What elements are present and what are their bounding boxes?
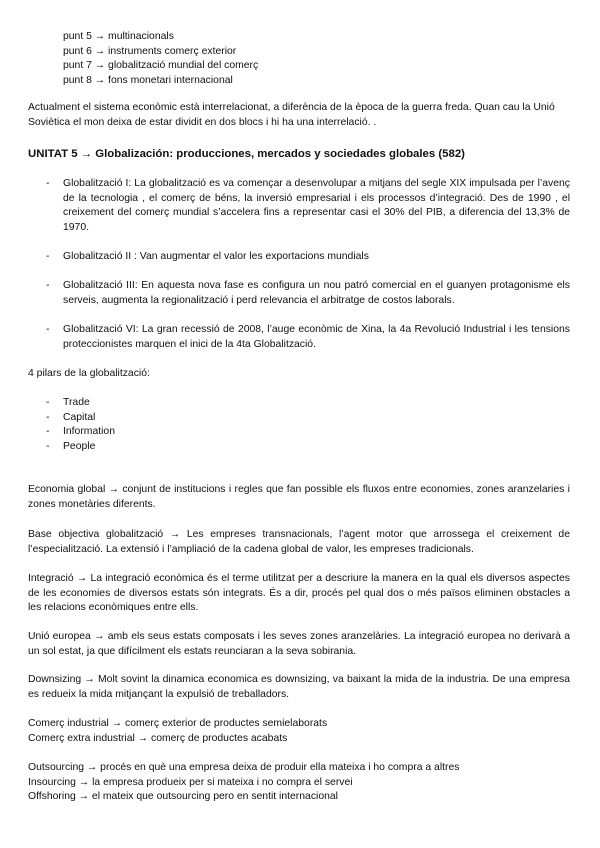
intro-point: punt 7 → globalització mundial del comerç xyxy=(63,60,259,71)
sourcing-line: Outsourcing → procés en què una empresa deixa de produir ella mateixa i ho compra a altres xyxy=(28,762,460,773)
bullet-dash: - xyxy=(46,178,50,189)
stage-text: Globalització II : Van augmentar el valor les exportacions mundials xyxy=(63,251,369,262)
bullet-dash: - xyxy=(46,324,50,335)
intro-point: punt 6 → instruments comerç exterior xyxy=(63,45,237,57)
globalization-stage-1 xyxy=(46,177,570,235)
intro-point: punt 5 → multinacionals xyxy=(63,31,174,42)
pillar-item xyxy=(46,411,115,426)
sourcing-line: Offshoring → el mateix que outsourcing pero en sentit internacional xyxy=(28,791,338,802)
pillar-item xyxy=(46,440,115,455)
commerce-line: Comerç industrial → comerç exterior de productes semielaborats xyxy=(28,718,328,729)
pillars-title: 4 pilars de la globalització: xyxy=(28,368,150,379)
pillar-label: People xyxy=(63,440,96,452)
stage-text: Globalització VI: La gran recessió de 2008, l’auge econòmic de Xina, la 4a Revolució Industrial i les tensions proteccionistes marquen el inici de la 4ta Globalització. xyxy=(63,324,570,350)
unit-heading: UNITAT 5 → Globalización: producciones, mercados y sociedades globales (582) xyxy=(28,148,465,160)
pillars-list xyxy=(46,396,115,454)
bullet-dash: - xyxy=(46,440,50,452)
pillar-item xyxy=(46,425,115,440)
sourcing-line: Insourcing → la empresa produeix per si mateixa i no compra el servei xyxy=(28,776,353,788)
pillar-label: Information xyxy=(63,426,115,437)
globalization-stage-3 xyxy=(46,279,570,308)
definition-economia-global: Economia global → conjunt de institucions i regles que fan possible els fluxos entre economies, zones aranzelaries i zones monetàries diferents. xyxy=(28,484,570,510)
globalization-stage-2 xyxy=(46,250,570,265)
definition-unio-europea: Unió europea → amb els seus estats composats i les seves zones aranzelàries. La integració europea no derivarà a un sol estat, ja que difícilment els estats reunciaran a la seva sobirania. xyxy=(28,631,570,657)
definition-base-objectiva: Base objectiva globalització → Les empreses transnacionals, l’agent motor que arrossega el creixement de l’especialització. La extensió i l’ampliació de la cadena global de valor, les empreses tradicionals. xyxy=(28,529,570,555)
bullet-dash: - xyxy=(46,426,50,437)
bullet-dash: - xyxy=(46,397,50,408)
intro-paragraph: Actualment el sistema econòmic està interrelacionat, a diferència de la època de la guerra freda. Quan cau la Unió Soviètica el mon deixa de estar dividit en dos blocs i hi ha una interrelació. . xyxy=(28,102,555,128)
commerce-lines xyxy=(28,717,570,746)
bullet-dash: - xyxy=(46,280,50,291)
commerce-line: Comerç extra industrial → comerç de productes acabats xyxy=(28,732,288,744)
intro-points-list xyxy=(63,30,258,88)
pillar-label: Capital xyxy=(63,411,96,423)
bullet-dash: - xyxy=(46,411,50,423)
globalization-stage-4 xyxy=(46,323,570,352)
definition-downsizing: Downsizing → Molt sovint la dinamica economica es downsizing, va baixant la mida de la industria. De una empresa es redueix la mida mitjançant la expulsió de treballadors. xyxy=(28,674,570,700)
bullet-dash: - xyxy=(46,251,50,262)
stage-text: Globalització I: La globalització es va començar a desenvolupar a mitjans del segle XIX impulsada per l’avenç de la tecnologia , el comerç de béns, la inversió empresarial i els processos d’integració. Des de 1990 , el creixement del comerç mundial s’accelera fins a representar casi el 30% del PIB, a diferencia del 13,3% de 1970. xyxy=(63,178,570,233)
pillar-item xyxy=(46,396,115,411)
sourcing-lines xyxy=(28,761,570,805)
intro-point: punt 8 → fons monetari internacional xyxy=(63,74,233,86)
pillar-label: Trade xyxy=(63,397,90,408)
stage-text: Globalització III: En aquesta nova fase es configura un nou patró comercial en el guanyen protagonisme els serveis, augmenta la regionalització i perd relevancia el arbitratge de costos laborals. xyxy=(63,280,570,306)
definition-integracio: Integració → La integració econòmica és el terme utilitzat per a descriure la manera en la qual els diversos aspectes de les economies de diversos estats són integrats. És a dir, procés pel qual dos o més països eliminen obstacles a les relacions econòmiques entre ells. xyxy=(28,573,570,613)
